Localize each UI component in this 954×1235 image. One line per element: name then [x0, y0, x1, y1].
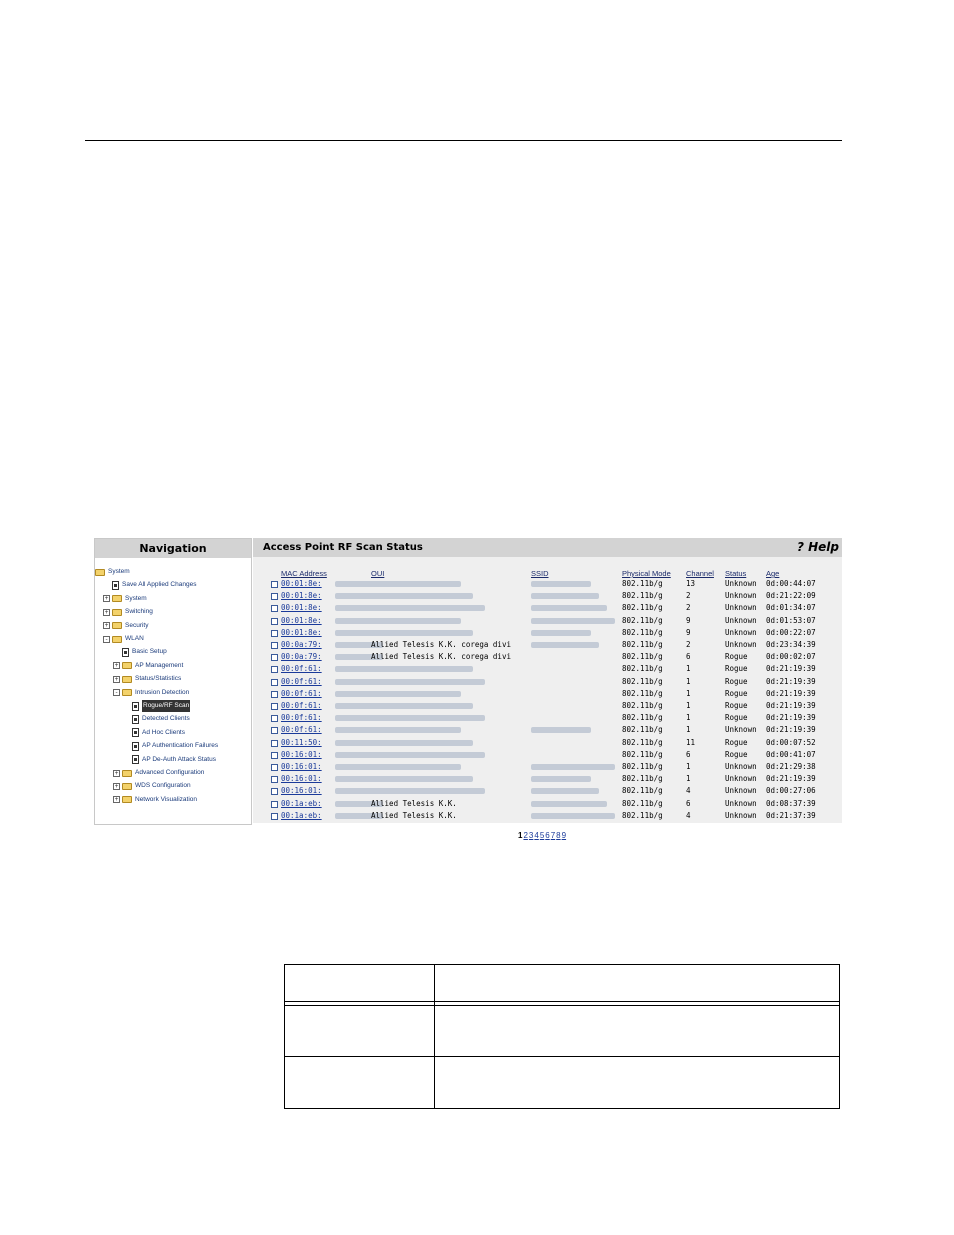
nav-item[interactable]	[103, 620, 148, 632]
status-cell: Unknown	[725, 786, 757, 796]
table-column-divider	[434, 965, 435, 1108]
redacted-oui	[371, 666, 473, 672]
page-icon	[132, 728, 139, 737]
navigation-panel	[94, 538, 252, 825]
page-link[interactable]: 4	[534, 831, 539, 840]
redacted-ssid	[531, 764, 615, 770]
main-panel	[253, 538, 842, 842]
expand-icon[interactable]: +	[104, 622, 109, 630]
oui-cell	[371, 761, 461, 773]
mac-address-link[interactable]: 00:1a:eb:	[281, 798, 322, 808]
redacted-oui	[371, 764, 461, 770]
expand-icon[interactable]: +	[114, 675, 119, 683]
mac-address-link[interactable]: 00:16:01:	[281, 786, 322, 796]
oui-cell	[371, 578, 461, 590]
row-checkbox[interactable]	[271, 642, 278, 649]
redacted-oui	[371, 593, 473, 599]
age-cell: 0d:21:19:39	[766, 664, 816, 674]
age-cell: 0d:08:37:39	[766, 798, 816, 808]
redacted-oui	[371, 740, 473, 746]
mac-address-link[interactable]: 00:01:8e:	[281, 579, 322, 588]
redacted-ssid	[531, 618, 615, 624]
redacted-ssid	[531, 727, 591, 733]
reference-table	[284, 964, 840, 1109]
age-cell: 0d:00:41:07	[766, 749, 816, 759]
mac-address-link[interactable]: 00:01:8e:	[281, 615, 322, 625]
ssid-cell	[531, 724, 591, 736]
channel-cell: 6	[686, 652, 691, 662]
oui-cell	[371, 737, 473, 749]
ssid-cell	[531, 578, 591, 590]
channel-cell: 1	[686, 676, 691, 686]
nav-item-label: System	[125, 594, 147, 602]
channel-cell: 2	[686, 591, 691, 601]
status-cell: Unknown	[725, 627, 757, 637]
mac-address-link[interactable]: 00:16:01:	[281, 762, 322, 771]
physical-mode-cell: 802.11b/g	[622, 615, 663, 625]
age-cell: 0d:00:02:07	[766, 652, 816, 662]
oui-cell	[371, 627, 473, 639]
nav-item-label: Intrusion Detection	[135, 688, 190, 696]
expand-icon[interactable]: +	[114, 782, 119, 790]
page-link[interactable]: 8	[556, 831, 561, 840]
status-cell: Rogue	[725, 676, 748, 686]
nav-item-label: Network Visualization	[135, 795, 198, 803]
table-row	[253, 578, 842, 590]
folder-icon	[122, 783, 132, 790]
physical-mode-cell: 802.11b/g	[622, 627, 663, 637]
row-checkbox[interactable]	[271, 740, 278, 747]
nav-item-label: Security	[125, 621, 149, 629]
table-row	[253, 688, 842, 700]
physical-mode-cell: 802.11b/g	[622, 640, 663, 649]
oui-cell	[371, 724, 461, 736]
page-icon	[132, 742, 139, 751]
nav-item-label: AP Management	[135, 661, 184, 669]
row-checkbox[interactable]	[271, 813, 278, 820]
status-cell: Rogue	[725, 701, 748, 710]
physical-mode-cell: 802.11b/g	[622, 713, 663, 723]
redacted-oui	[371, 679, 485, 685]
redacted-ssid	[531, 642, 599, 648]
ssid-cell	[531, 627, 591, 639]
mac-address-link[interactable]: 00:01:8e:	[281, 603, 322, 613]
redacted-oui	[371, 703, 473, 709]
physical-mode-cell: 802.11b/g	[622, 652, 663, 662]
physical-mode-cell: 802.11b/g	[622, 688, 663, 698]
nav-item[interactable]	[113, 687, 189, 699]
redacted-ssid	[531, 605, 607, 611]
age-cell: 0d:00:27:06	[766, 786, 816, 796]
page-icon	[122, 648, 129, 657]
status-cell: Unknown	[725, 774, 757, 784]
status-cell: Rogue	[725, 749, 748, 759]
page-title: Access Point RF Scan Status	[263, 542, 423, 553]
nav-item[interactable]	[113, 673, 181, 685]
physical-mode-cell: 802.11b/g	[622, 737, 663, 747]
row-checkbox[interactable]	[271, 605, 278, 612]
table-row	[253, 773, 842, 785]
folder-icon	[122, 662, 132, 669]
ssid-cell	[531, 590, 599, 602]
channel-cell: 13	[686, 579, 696, 588]
physical-mode-cell: 802.11b/g	[622, 810, 663, 820]
status-cell: Unknown	[725, 591, 757, 601]
row-checkbox[interactable]	[271, 679, 278, 686]
nav-item[interactable]	[113, 767, 204, 779]
age-cell: 0d:21:22:09	[766, 591, 816, 601]
table-row	[253, 749, 842, 761]
oui-cell	[371, 663, 473, 675]
status-cell: Unknown	[725, 603, 757, 613]
column-header-physical-mode[interactable]: Physical Mode	[622, 569, 671, 578]
redacted-ssid	[531, 593, 599, 599]
page-icon	[132, 702, 139, 711]
column-header-age[interactable]: Age	[766, 569, 780, 578]
oui-cell	[371, 749, 485, 761]
status-cell: Rogue	[725, 713, 748, 723]
age-cell: 0d:01:34:07	[766, 603, 816, 613]
status-cell: Unknown	[725, 640, 757, 649]
table-row	[253, 700, 842, 712]
table-row	[253, 651, 842, 663]
column-header-ssid[interactable]: SSID	[531, 569, 549, 578]
nav-item-label: System	[108, 568, 130, 575]
redacted-oui	[371, 752, 485, 758]
nav-item-label: Rogue/RF Scan	[142, 700, 190, 712]
oui-cell	[371, 700, 473, 712]
ssid-cell	[531, 602, 607, 614]
redacted-oui	[371, 715, 485, 721]
row-checkbox[interactable]	[271, 691, 278, 698]
page-link[interactable]: 2	[523, 831, 528, 840]
nav-item[interactable]	[123, 754, 216, 766]
physical-mode-cell: 802.11b/g	[622, 786, 663, 796]
table-row	[253, 615, 842, 627]
mac-address-link[interactable]: 00:11:50:	[281, 737, 322, 747]
channel-cell: 11	[686, 737, 696, 747]
age-cell: 0d:21:37:39	[766, 810, 816, 820]
column-header-oui[interactable]: OUI	[371, 569, 385, 578]
status-cell: Unknown	[725, 798, 757, 808]
ssid-cell	[531, 615, 615, 627]
oui-cell	[371, 602, 485, 614]
redacted-ssid	[531, 581, 591, 587]
physical-mode-cell: 802.11b/g	[622, 591, 663, 601]
physical-mode-cell: 802.11b/g	[622, 664, 663, 674]
channel-cell: 9	[686, 615, 691, 625]
ssid-cell	[531, 798, 607, 810]
channel-cell: 2	[686, 640, 691, 649]
mac-address-link[interactable]: 00:0f:61:	[281, 688, 322, 698]
table-header-divider	[285, 1001, 839, 1002]
redacted-oui	[371, 581, 461, 587]
expand-icon[interactable]: +	[114, 662, 119, 670]
collapse-icon[interactable]: -	[104, 635, 109, 643]
nav-item-label: WLAN	[125, 635, 144, 642]
age-cell: 0d:00:07:52	[766, 737, 816, 747]
expand-icon[interactable]: +	[114, 769, 119, 777]
pagination	[518, 831, 567, 840]
age-cell: 0d:21:29:38	[766, 762, 816, 771]
nav-item[interactable]	[123, 713, 190, 725]
table-row	[253, 639, 842, 651]
redacted-oui	[371, 776, 473, 782]
table-row	[253, 810, 842, 822]
nav-item[interactable]	[123, 727, 185, 739]
status-cell: Unknown	[725, 725, 757, 735]
oui-cell	[371, 712, 485, 724]
nav-item-label: Save All Applied Changes	[122, 581, 197, 589]
redacted-ssid	[531, 801, 607, 807]
age-cell: 0d:21:19:39	[766, 701, 816, 710]
nav-item[interactable]	[103, 606, 153, 618]
physical-mode-cell: 802.11b/g	[622, 725, 663, 735]
collapse-icon[interactable]: -	[114, 689, 119, 697]
nav-item-label: Status/Statistics	[135, 675, 182, 683]
ssid-cell	[531, 785, 599, 797]
ssid-cell	[531, 761, 615, 773]
table-row	[253, 712, 842, 724]
page-link[interactable]: 9	[561, 831, 567, 840]
age-cell: 0d:01:53:07	[766, 615, 816, 625]
redacted-oui	[371, 691, 461, 697]
row-checkbox[interactable]	[271, 703, 278, 710]
oui-cell	[371, 773, 473, 785]
row-checkbox[interactable]	[271, 764, 278, 771]
redacted-ssid	[531, 630, 591, 636]
status-cell: Unknown	[725, 579, 757, 588]
row-checkbox[interactable]	[271, 776, 278, 783]
table-row-divider	[285, 1056, 839, 1057]
ssid-cell	[531, 810, 615, 822]
nav-item-label: Switching	[125, 608, 153, 616]
folder-icon	[95, 569, 105, 576]
mac-address-link[interactable]: 00:0a:79:	[281, 652, 322, 662]
mac-address-link[interactable]: 00:01:8e:	[281, 627, 322, 637]
row-checkbox[interactable]	[271, 666, 278, 673]
physical-mode-cell: 802.11b/g	[622, 676, 663, 686]
mac-address-link[interactable]: 00:0f:61:	[281, 664, 322, 674]
oui-cell	[371, 590, 473, 602]
physical-mode-cell: 802.11b/g	[622, 701, 663, 710]
oui-cell: Allied Telesis K.K.	[371, 798, 457, 808]
status-cell: Rogue	[725, 652, 748, 662]
channel-cell: 6	[686, 749, 691, 759]
age-cell: 0d:21:19:39	[766, 774, 816, 784]
nav-item[interactable]	[113, 780, 191, 792]
redacted-oui	[371, 727, 461, 733]
age-cell: 0d:21:19:39	[766, 713, 816, 723]
row-checkbox[interactable]	[271, 788, 278, 795]
nav-item[interactable]	[103, 593, 147, 605]
page-link[interactable]: 1	[518, 831, 523, 840]
top-rule	[85, 140, 842, 141]
mac-address-link[interactable]: 00:16:01:	[281, 749, 322, 759]
physical-mode-cell: 802.11b/g	[622, 749, 663, 759]
help-link[interactable]: ? Help	[796, 540, 839, 554]
nav-item-label: Detected Clients	[142, 715, 190, 723]
oui-cell: Allied Telesis K.K.	[371, 810, 457, 820]
physical-mode-cell: 802.11b/g	[622, 762, 663, 771]
mac-address-link[interactable]: 00:0f:61:	[281, 725, 322, 735]
table-row	[253, 590, 842, 602]
row-checkbox[interactable]	[271, 593, 278, 600]
channel-cell: 1	[686, 762, 691, 771]
channel-cell: 1	[686, 664, 691, 674]
redacted-oui	[371, 630, 473, 636]
column-header-status[interactable]: Status	[725, 569, 747, 578]
table-row	[253, 761, 842, 773]
page-link[interactable]: 7	[550, 831, 556, 840]
row-checkbox[interactable]	[271, 654, 278, 661]
channel-cell: 1	[686, 701, 691, 710]
physical-mode-cell: 802.11b/g	[622, 603, 663, 613]
nav-item[interactable]	[113, 794, 197, 806]
folder-icon	[122, 770, 132, 777]
redacted-ssid	[531, 813, 615, 819]
folder-icon	[122, 689, 132, 696]
channel-cell: 4	[686, 810, 691, 820]
age-cell: 0d:21:19:39	[766, 676, 816, 686]
expand-icon[interactable]: +	[104, 608, 109, 616]
table-row	[253, 627, 842, 639]
page-icon	[132, 755, 139, 764]
row-checkbox[interactable]	[271, 752, 278, 759]
oui-cell	[371, 615, 461, 627]
oui-cell: Allied Telesis K.K. corega divi	[371, 652, 511, 662]
status-cell: Rogue	[725, 688, 748, 698]
nav-item[interactable]	[123, 700, 190, 712]
redacted-oui	[371, 788, 485, 794]
page-link[interactable]: 6	[545, 831, 550, 840]
table-row	[253, 663, 842, 675]
mac-address-link[interactable]: 00:0f:61:	[281, 676, 322, 686]
redacted-oui	[371, 605, 485, 611]
mac-address-link[interactable]: 00:0f:61:	[281, 701, 322, 710]
folder-icon	[122, 676, 132, 683]
nav-item-label: Advanced Configuration	[135, 769, 205, 776]
nav-item[interactable]	[95, 566, 130, 578]
oui-cell: Allied Telesis K.K. corega divi	[371, 640, 511, 649]
table-row	[253, 798, 842, 810]
physical-mode-cell: 802.11b/g	[622, 798, 663, 808]
page-link[interactable]: 3	[528, 831, 534, 840]
folder-icon	[112, 595, 122, 602]
navigation-title: Navigation	[95, 539, 251, 558]
channel-cell: 1	[686, 713, 691, 723]
main-header	[253, 538, 842, 557]
age-cell: 0d:21:19:39	[766, 725, 816, 735]
status-cell: Unknown	[725, 762, 757, 771]
ssid-cell	[531, 639, 599, 651]
row-checkbox[interactable]	[271, 630, 278, 637]
row-checkbox[interactable]	[271, 618, 278, 625]
channel-cell: 1	[686, 725, 691, 735]
channel-cell: 1	[686, 688, 691, 698]
page-icon	[132, 715, 139, 724]
row-checkbox[interactable]	[271, 581, 278, 588]
redacted-ssid	[531, 776, 591, 782]
channel-cell: 2	[686, 603, 691, 613]
mac-address-link[interactable]: 00:0a:79:	[281, 640, 322, 649]
nav-item-label: Ad Hoc Clients	[142, 728, 185, 736]
oui-cell	[371, 688, 461, 700]
folder-icon	[112, 609, 122, 616]
redacted-ssid	[531, 788, 599, 794]
status-cell: Unknown	[725, 810, 757, 820]
oui-cell	[371, 785, 485, 797]
nav-item-label: AP De-Auth Attack Status	[142, 755, 216, 763]
age-cell: 0d:23:34:39	[766, 640, 816, 649]
status-cell: Rogue	[725, 664, 748, 674]
table-row	[253, 602, 842, 614]
folder-icon	[122, 796, 132, 803]
channel-cell: 1	[686, 774, 691, 784]
nav-item[interactable]	[103, 579, 196, 591]
row-checkbox[interactable]	[271, 801, 278, 808]
channel-cell: 4	[686, 786, 691, 796]
expand-icon[interactable]: +	[104, 595, 109, 603]
expand-icon[interactable]: +	[114, 796, 119, 804]
redacted-oui	[371, 618, 461, 624]
row-checkbox[interactable]	[271, 715, 278, 722]
table-header-divider-double	[285, 1005, 839, 1006]
table-row	[253, 737, 842, 749]
page-link[interactable]: 5	[539, 831, 545, 840]
status-cell: Unknown	[725, 615, 757, 625]
mac-address-link[interactable]: 00:0f:61:	[281, 713, 322, 723]
nav-item[interactable]	[103, 633, 144, 645]
age-cell: 0d:21:19:39	[766, 688, 816, 698]
table-row	[253, 724, 842, 736]
mac-address-link[interactable]: 00:01:8e:	[281, 591, 322, 601]
folder-icon	[112, 636, 122, 643]
status-cell: Rogue	[725, 737, 748, 747]
row-checkbox[interactable]	[271, 727, 278, 734]
table-row	[253, 676, 842, 688]
folder-icon	[112, 622, 122, 629]
table-row	[253, 785, 842, 797]
mac-address-link[interactable]: 00:1a:eb:	[281, 810, 322, 820]
nav-item-label: WDS Configuration	[135, 782, 191, 790]
column-header-channel[interactable]: Channel	[686, 569, 714, 578]
physical-mode-cell: 802.11b/g	[622, 579, 663, 588]
oui-cell	[371, 676, 485, 688]
nav-item[interactable]	[123, 740, 218, 752]
nav-item[interactable]	[113, 646, 167, 658]
physical-mode-cell: 802.11b/g	[622, 774, 663, 784]
nav-item-label: Basic Setup	[132, 648, 167, 656]
ssid-cell	[531, 773, 591, 785]
nav-item-label: AP Authentication Failures	[142, 742, 219, 750]
channel-cell: 9	[686, 627, 691, 637]
page-icon	[112, 581, 119, 590]
column-header-mac[interactable]: MAC Address	[281, 569, 327, 578]
channel-cell: 6	[686, 798, 691, 808]
age-cell: 0d:00:44:07	[766, 579, 816, 588]
nav-item[interactable]	[113, 660, 183, 672]
mac-address-link[interactable]: 00:16:01:	[281, 774, 322, 784]
ui-screenshot	[94, 538, 842, 842]
age-cell: 0d:00:22:07	[766, 627, 816, 637]
